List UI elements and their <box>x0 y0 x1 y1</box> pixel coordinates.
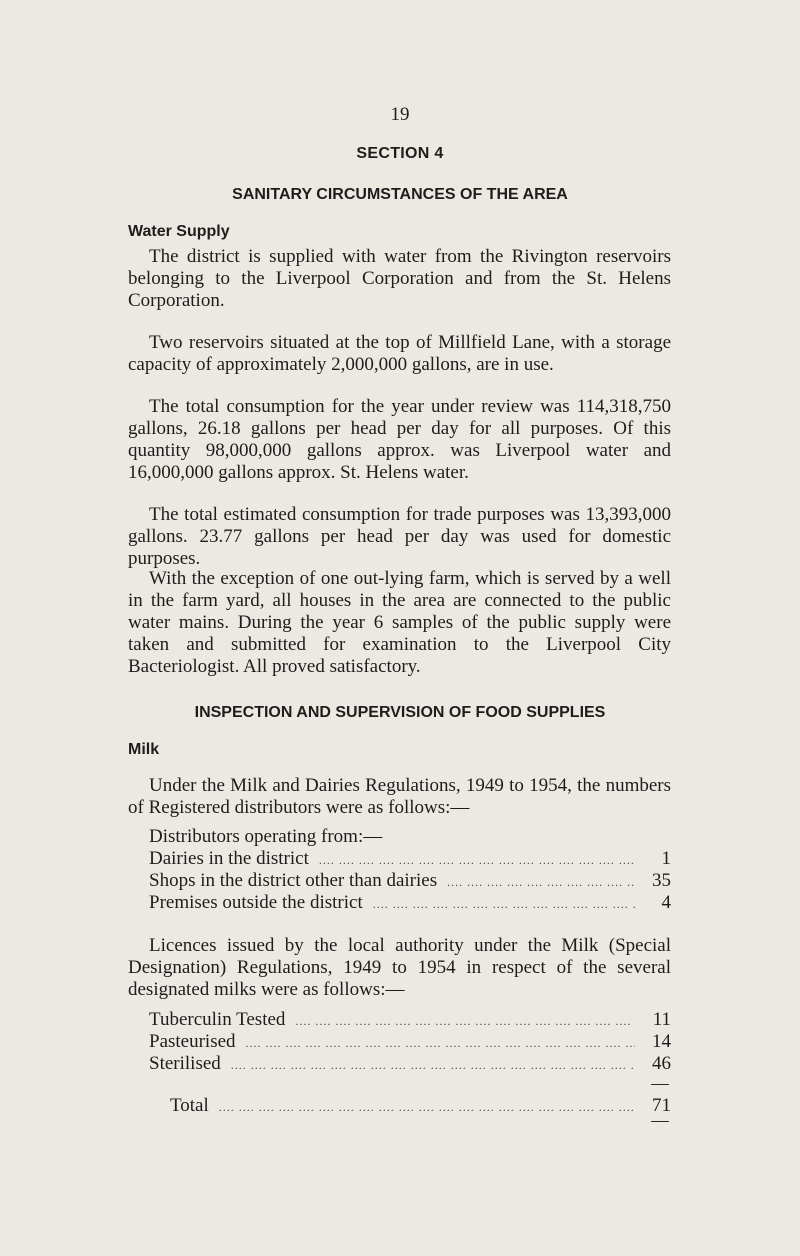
milk-heading: Milk <box>128 741 160 758</box>
total-rule-bottom <box>651 1121 669 1122</box>
page-number: 19 <box>390 104 410 125</box>
distributors-list <box>149 826 671 914</box>
list-item: Sterilised .... 46 <box>149 1053 671 1075</box>
list-item: Tuberculin Tested .... 11 <box>149 1009 671 1031</box>
distributors-label: Distributors operating from:— <box>149 826 383 847</box>
section-heading: SECTION 4 <box>356 145 444 162</box>
water-paragraph-5: With the exception of one out-lying farm, which is served by a well in the farm yard, all houses in the area are connected to the public water mains. During the year 6 samples of the public supply were taken and submitted for examination to the Liverpool City Bacteriologist. All proved satisfactory. <box>128 568 671 677</box>
total-rule-top <box>651 1084 669 1085</box>
water-paragraph-3: The total consumption for the year under review was 114,318,750 gallons, 26.18 gallons per head per day for all purposes. Of this quantity 98,000,000 gallons approx. was Liverpool water and 16,000,000 gallons approx. St. Helens water. <box>128 396 671 483</box>
food-supplies-heading: INSPECTION AND SUPERVISION OF FOOD SUPPLIES <box>194 704 606 721</box>
water-paragraph-2: Two reservoirs situated at the top of Millfield Lane, with a storage capacity of approximately 2,000,000 gallons, are in use. <box>128 332 671 375</box>
water-paragraph-1: The district is supplied with water from the Rivington reservoirs belonging to the Liverpool Corporation and from the St. Helens Corporation. <box>128 246 671 311</box>
water-supply-heading: Water Supply <box>128 223 230 240</box>
total-row: Total .... 71 <box>149 1095 671 1117</box>
licences-list <box>149 1009 671 1127</box>
distributors-intro: Under the Milk and Dairies Regulations, 1949 to 1954, the numbers of Registered distributors were as follows:— <box>128 775 671 818</box>
list-item: Premises outside the district .... 4 <box>149 892 671 914</box>
list-item: Shops in the district other than dairies .... 35 <box>149 870 671 892</box>
water-paragraph-4: The total estimated consumption for trade purposes was 13,393,000 gallons. 23.77 gallons per head per day was used for domestic purposes. <box>128 504 671 569</box>
list-item: Pasteurised .... 14 <box>149 1031 671 1053</box>
licences-intro: Licences issued by the local authority under the Milk (Special Designation) Regulations, 1949 to 1954 in respect of the several designated milks were as follows:— <box>128 935 671 1000</box>
section-title: SANITARY CIRCUMSTANCES OF THE AREA <box>232 186 568 203</box>
list-item: Dairies in the district .... 1 <box>149 848 671 870</box>
